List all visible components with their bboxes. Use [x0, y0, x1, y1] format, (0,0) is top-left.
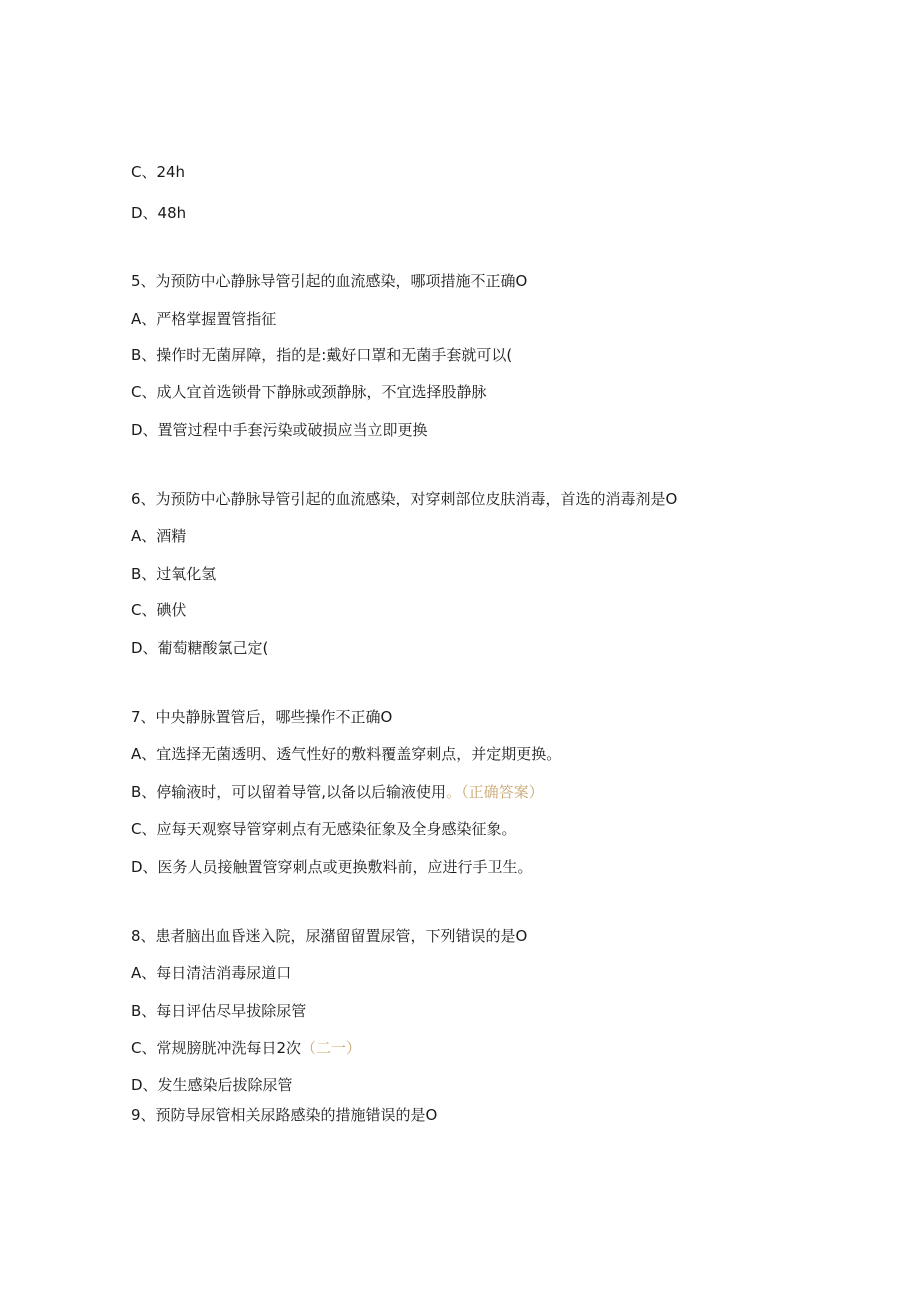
q6-option-a: A、酒精	[131, 527, 187, 545]
q5-option-b: B、操作时无菌屏障，指的是:戴好口罩和无菌手套就可以(	[131, 346, 513, 364]
q7-option-b	[131, 782, 544, 802]
q4-option-d: D、48h	[131, 204, 187, 222]
q7-option-a: A、宜选择无菌透明、透气性好的敷料覆盖穿刺点，并定期更换。	[131, 745, 562, 763]
q5-question: 5、为预防中心静脉导管引起的血流感染，哪项措施不正确O	[131, 272, 528, 290]
q8-option-c-text: C、常规膀胱冲洗每日2次	[131, 1039, 302, 1057]
q8-option-c	[131, 1038, 361, 1058]
q6-option-c: C、碘伏	[131, 601, 187, 619]
q7-question: 7、中央静脉置管后，哪些操作不正确O	[131, 708, 393, 726]
q8-question: 8、患者脑出血昏迷入院，尿潴留留置尿管，下列错误的是O	[131, 927, 528, 945]
q8-option-a: A、每日清洁消毒尿道口	[131, 964, 292, 982]
q6-option-b: B、过氧化氢	[131, 565, 217, 583]
answer-mark: （二一）	[301, 1039, 362, 1057]
q8-option-d: D、发生感染后拔除尿管	[131, 1076, 293, 1094]
q9-question: 9、预防导尿管相关尿路感染的措施错误的是O	[131, 1106, 438, 1124]
q7-option-c: C、应每天观察导管穿刺点有无感染征象及全身感染征象。	[131, 820, 517, 838]
q7-option-d: D、医务人员接触置管穿刺点或更换敷料前，应进行手卫生。	[131, 858, 533, 876]
q5-option-c: C、成人宜首选锁骨下静脉或颈静脉，不宜选择股静脉	[131, 383, 487, 401]
q7-option-b-text: B、停输液时，可以留着导管,以备以后输液使用	[131, 783, 447, 801]
q8-option-b: B、每日评估尽早拔除尿管	[131, 1002, 307, 1020]
q6-question: 6、为预防中心静脉导管引起的血流感染，对穿刺部位皮肤消毒，首选的消毒剂是O	[131, 490, 678, 508]
q4-option-c: C、24h	[131, 163, 186, 181]
correct-answer-mark: 。（正确答案）	[446, 783, 544, 801]
q5-option-a: A、严格掌握置管指征	[131, 310, 277, 328]
q5-option-d: D、置管过程中手套污染或破损应当立即更换	[131, 421, 428, 439]
q6-option-d: D、葡萄糖酸氯己定(	[131, 639, 269, 657]
